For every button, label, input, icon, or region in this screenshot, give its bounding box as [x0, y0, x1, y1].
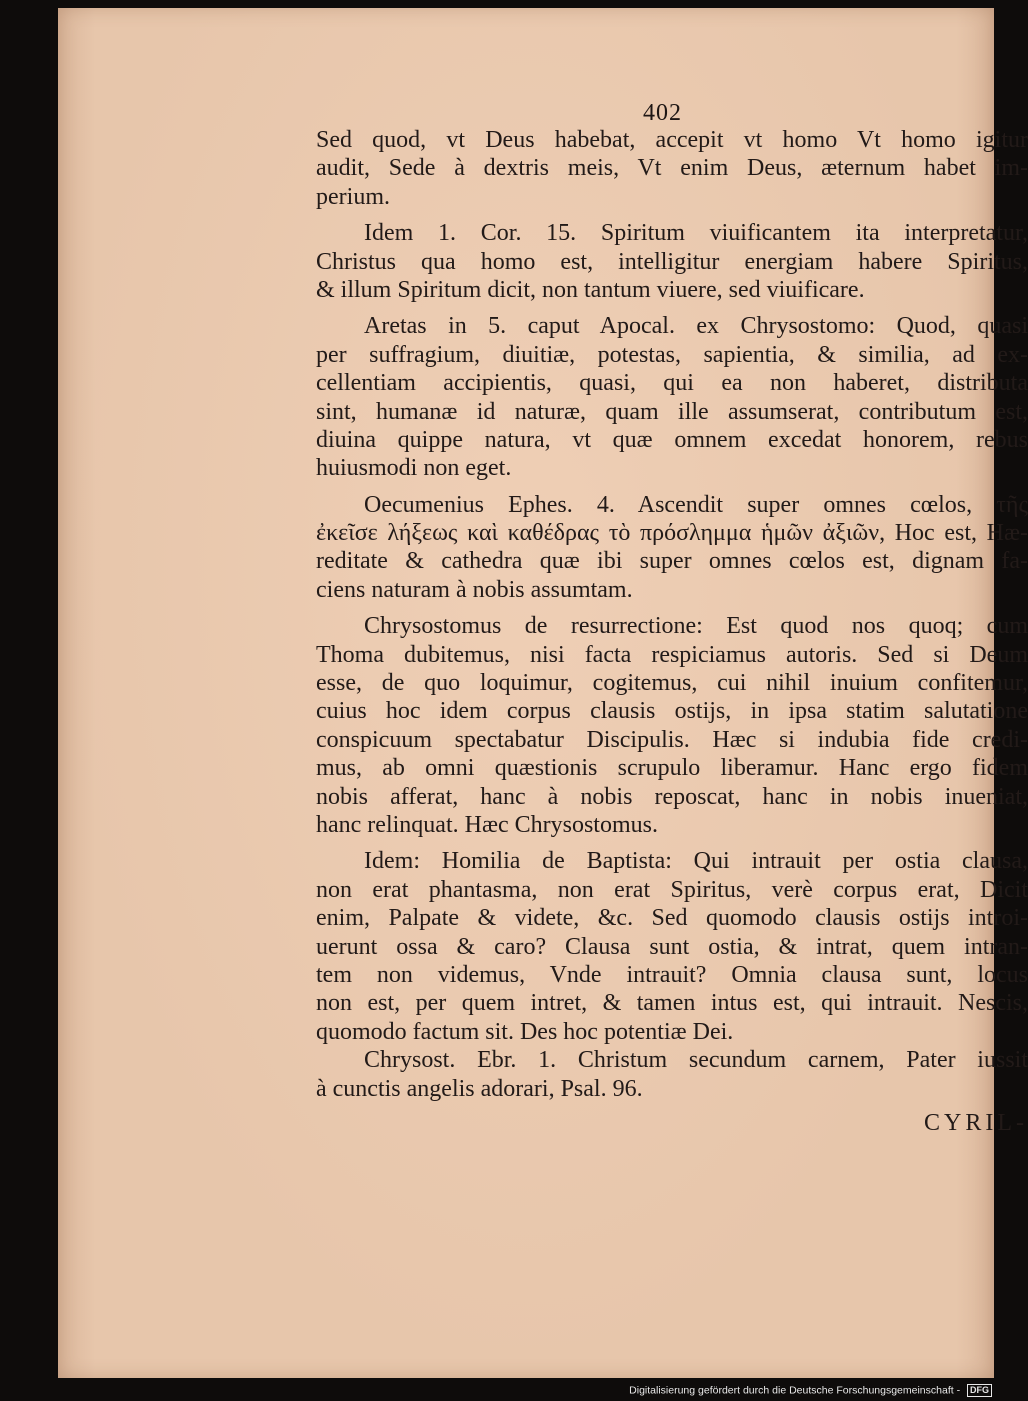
text-line: Sed quod, vt Deus habebat, accepit vt homo Vt homo igitur: [316, 127, 1028, 153]
text-line: Chrysost. Ebr. 1. Christum secundum carnem, Pater iussit: [364, 1047, 1028, 1074]
text-line: Oecumenius Ephes. 4. Ascendit super omnes cœlos, τῆς: [364, 491, 1028, 518]
text-line: cuius hoc idem corpus clausis ostijs, in ipsa statim salutatione: [316, 698, 1028, 725]
text-line: perium.: [316, 183, 390, 210]
text-line: sint, humanæ id naturæ, quam ille assumserat, contributum est,: [316, 398, 1028, 425]
text-line: & illum Spiritum dicit, non tantum viuere, sed viuificare.: [316, 276, 865, 303]
text-line: quomodo factum sit. Des hoc potentiæ Dei.: [316, 1018, 734, 1045]
paragraph-gap: [316, 483, 1028, 491]
paragraph-gap: [316, 604, 1028, 612]
book-page: [58, 8, 1028, 1378]
text-line: non erat phantasma, non erat Spiritus, verè corpus erat, Dicit: [316, 876, 1028, 903]
text-line: per suffragium, diuitiæ, potestas, sapientia, & similia, ad ex-: [316, 341, 1028, 368]
text-line: conspicuum spectabatur Discipulis. Hæc si indubia fide credi-: [316, 726, 1028, 753]
text-line: Aretas in 5. caput Apocal. ex Chrysostomo: Quod, quasi: [364, 313, 1028, 340]
paragraph-gap: [316, 839, 1028, 847]
text-line: Idem 1. Cor. 15. Spiritum viuificantem ita interpretatur,: [364, 220, 1028, 247]
paragraph-gap: [316, 211, 1028, 219]
page-number: 402: [643, 100, 682, 126]
text-line: cellentiam accipientis, quasi, qui ea non haberet, distributa: [316, 370, 1028, 397]
text-line: Idem: Homilia de Baptista: Qui intrauit per ostia clausa,: [364, 848, 1028, 875]
text-line: non est, per quem intret, & tamen intus est, qui intrauit. Nescis,: [316, 990, 1028, 1017]
text-line: audit, Sede à dextris meis, Vt enim Deus, æternum habet im-: [316, 155, 1028, 182]
catchword: CYRIL-: [924, 1109, 1028, 1136]
text-line: nobis afferat, hanc à nobis reposcat, hanc in nobis inueniat,: [316, 783, 1028, 810]
text-line: huiusmodi non eget.: [316, 455, 512, 482]
text-line: tem non videmus, Vnde intrauit? Omnia clausa sunt, locus: [316, 961, 1028, 988]
text-line: uerunt ossa & caro? Clausa sunt ostia, & intrat, quem intran-: [316, 933, 1028, 960]
text-line: Chrysostomus de resurrectione: Est quod nos quoq; cum: [364, 613, 1028, 640]
text-line: ἐκεῖσε λήξεως καὶ καθέδρας τὸ πρόσλημμα ἡμῶν ἀξιῶν, Hoc est, Hæ-: [316, 520, 1028, 547]
text-line: Thoma dubitemus, nisi facta respiciamus autoris. Sed si Deum: [316, 641, 1028, 668]
text-line: diuina quippe natura, vt quæ omnem excedat honorem, rebus: [316, 426, 1028, 453]
text-line: à cunctis angelis adorari, Psal. 96.: [316, 1075, 643, 1102]
text-line: enim, Palpate & videte, &c. Sed quomodo clausis ostijs introi-: [316, 905, 1028, 932]
text-line: ciens naturam à nobis assumtam.: [316, 576, 633, 603]
text-line: Christus qua homo est, intelligitur energiam habere Spiritus,: [316, 248, 1028, 275]
digitization-credit: [629, 1384, 992, 1397]
paragraph-gap: [316, 304, 1028, 312]
text-line: reditate & cathedra quæ ibi super omnes cœlos est, dignam fa-: [316, 548, 1028, 575]
dfg-logo: DFG: [967, 1384, 992, 1397]
page-body: [316, 126, 1028, 1137]
credit-text: Digitalisierung gefördert durch die Deutsche Forschungsgemeinschaft -: [629, 1384, 961, 1397]
text-line: hanc relinquat. Hæc Chrysostomus.: [316, 811, 658, 838]
text-line: esse, de quo loquimur, cogitemus, cui nihil inuium confitemur,: [316, 670, 1028, 697]
text-line: mus, ab omni quæstionis scrupulo liberamur. Hanc ergo fidem: [316, 755, 1028, 782]
